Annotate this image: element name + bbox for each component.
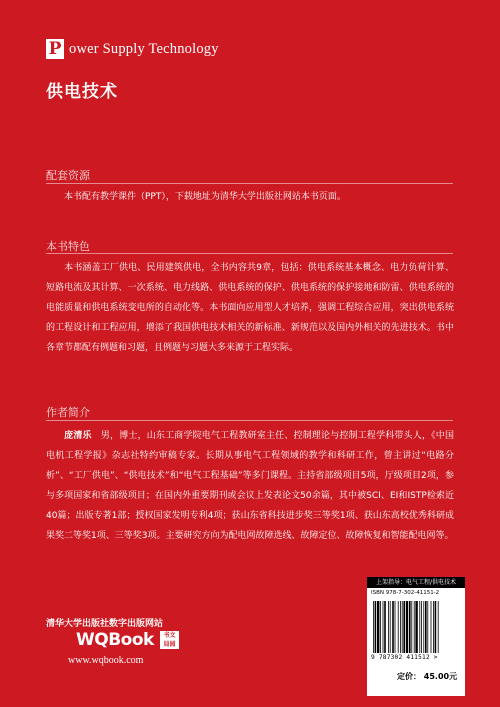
barcode-bar [421,601,422,653]
author-name: 庞清乐 [64,431,92,441]
barcode-digits: 9 787302 411512 > [371,654,438,661]
author-text: 庞清乐 男，博士，山东工商学院电气工程教研室主任、控制理论与控制工程学科带头人，《中国电机工程学报》杂志社特约审稿专家。长期从事电气工程领域的教学和科研工作，曾主讲过“电路分析”、“工厂供电”、“供电技术”和“电气工程基础”等多门课程。主持省部级项目5项，厅级项目2项，参与多项国家和省部级项目；在国内外重要期刊或会议上发表论文50余篇，其中被SCI、EI和ISTP检索近40篇；出版专著1部；授权国家发明专利4项；获山东省科技进步奖三等奖1项、获山东高校优秀科研成果奖二等奖1项、三等奖3项。主要研究方向为配电网故障选线、故障定位、故障恢复和智能配电网等。 [46,431,454,541]
features-heading: 本书特色 [46,240,90,253]
publisher-url: www.wqbook.com [68,655,144,666]
barcode-bar [373,601,374,653]
barcode-bar [402,601,403,653]
publisher-badge [160,631,179,649]
barcode-bar [395,601,396,653]
barcode-bar [406,601,408,653]
barcode-bar [433,601,434,653]
barcode-bar [383,601,384,653]
barcode-bar [411,601,412,653]
features-divider [46,253,453,254]
barcode-bar [427,601,428,653]
barcode-bar [392,601,394,653]
shelving-category: 上架指导：电气工程/供电技术 [367,577,465,588]
resources-text: 本书配有教学课件（PPT），下载地址为清华大学出版社网站本书页面。 [64,192,346,202]
book-title: 供电技术 [46,82,118,102]
barcode-bar [425,601,427,653]
barcode-bar [403,601,405,653]
barcode-bar [423,601,424,653]
author-divider [46,420,453,421]
barcode-bar [388,601,389,653]
barcode-bar [400,601,401,653]
barcode-bar [435,601,437,653]
price: 定价： 45.00元 [397,672,458,681]
resources-heading: 配套资源 [46,169,90,182]
series-logo: P [46,39,64,59]
barcode-bar [390,601,391,653]
barcode-bar [414,601,415,653]
publisher-name: 清华大学出版社数字出版网站 [46,619,164,629]
isbn-number: ISBN 978-7-302-41151-2 [371,590,440,596]
author-heading: 作者简介 [46,406,90,419]
barcode-bar [377,601,379,653]
barcode-graphic [371,601,461,653]
series-title: ower Supply Technology [69,41,219,57]
barcode-bar [419,601,420,653]
barcode-bar [380,601,381,653]
barcode-bar [409,601,411,653]
publisher-logo: WQBook [76,630,154,650]
barcode-bar [398,601,399,653]
features-text: 本书涵盖工厂供电、民用建筑供电，全书内容共9章，包括：供电系统基本概念、电力负荷计算、短路电流及其计算、一次系统、电力线路、供电系统的保护、供电系统的保护接地和防雷、供电系统的电能质量和供电系统变电所的自动化等。本书面向应用型人才培养，强调工程综合应用，突出供电系统的工程设计和工程应用，增添了我国供电技术相关的新标准、新规范以及国内外相关的先进技术。书中各章节都配有例题和习题，且例题与习题大多来源于工程实际。 [46,263,454,353]
barcode-bar [431,601,432,653]
barcode-bar [415,601,417,653]
barcode-bar [384,601,386,653]
barcode-bar [375,601,377,653]
publisher-badge-text: 书文 局园 [163,632,176,648]
resources-divider [46,183,453,184]
isbn-panel [367,577,465,696]
barcode-bar [438,601,439,653]
